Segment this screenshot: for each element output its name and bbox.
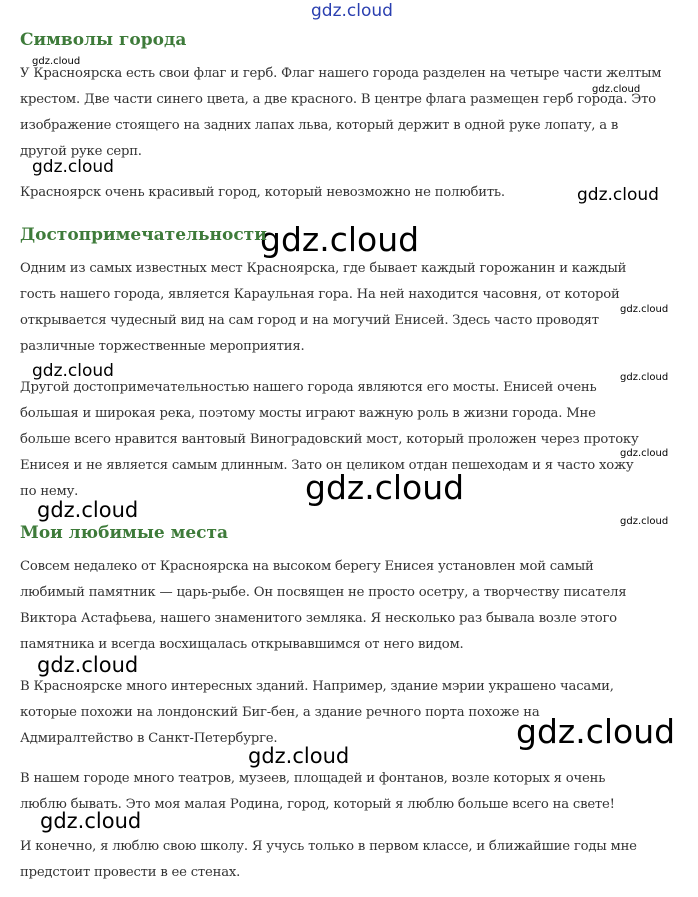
text-line: которые похожи на лондонский Биг-бен, а здание речного порта похоже на — [20, 705, 540, 720]
watermark: gdz.cloud — [40, 809, 142, 833]
watermark: gdz.cloud — [620, 516, 669, 527]
watermark: gdz.cloud — [620, 304, 669, 315]
text-line: памятника и всегда восхищалась открывавшимся от него видом. — [20, 637, 464, 652]
text-line: Енисея и не является самым длинным. Зато он целиком отдан пешеходам и я часто хожу — [20, 458, 634, 473]
text-line: открывается чудесный вид на сам город и на могучий Енисей. Здесь часто проводят — [20, 313, 599, 328]
text-line: Другой достопримечательностью нашего города являются его мосты. Енисей очень — [20, 380, 597, 395]
text-line: В нашем городе много театров, музеев, площадей и фонтанов, возле которых я очень — [20, 771, 606, 786]
paragraph — [20, 554, 685, 658]
text-line: крестом. Две части синего цвета, а две красного. В центре флага размещен герб города. Это — [20, 92, 656, 107]
watermark: gdz.cloud — [248, 744, 350, 768]
watermark: gdz.cloud — [577, 185, 659, 205]
section-heading-favorite-places: Мои любимые места — [20, 523, 229, 543]
text-line: предстоит провести в ее стенах. — [20, 865, 241, 880]
watermark: gdz.cloud — [37, 498, 139, 522]
text-line: В Красноярске много интересных зданий. Например, здание мэрии украшено часами, — [20, 679, 614, 694]
paragraph — [20, 766, 685, 818]
text-line: изображение стоящего на задних лапах льва, который держит в одной руке лопату, а в — [20, 118, 619, 133]
text-line: любимый памятник — царь-рыбе. Он посвящен не просто осетру, а творчеству писателя — [20, 585, 627, 600]
text-line: Красноярск очень красивый город, который невозможно не полюбить. — [20, 185, 505, 200]
paragraph — [20, 61, 685, 165]
paragraph — [20, 674, 685, 752]
text-line: Одним из самых известных мест Красноярска, где бывает каждый горожанин и каждый — [20, 261, 627, 276]
watermark: gdz.cloud — [620, 372, 669, 383]
text-line: Совсем недалеко от Красноярска на высоком берегу Енисея установлен мой самый — [20, 559, 594, 574]
watermark: gdz.cloud — [516, 712, 676, 751]
text-line: гость нашего города, является Караульная гора. На ней находится часовня, от которой — [20, 287, 620, 302]
text-line: люблю бывать. Это моя малая Родина, город, который я люблю больше всего на свете! — [20, 797, 615, 812]
text-line: по нему. — [20, 484, 79, 499]
watermark: gdz.cloud — [32, 361, 114, 381]
watermark: gdz.cloud — [260, 220, 420, 259]
paragraph — [20, 180, 685, 206]
text-line: У Красноярска есть свои флаг и герб. Флаг нашего города разделен на четыре части желтым — [20, 66, 662, 81]
watermark: gdz.cloud — [305, 468, 465, 507]
paragraph — [20, 256, 685, 360]
section-heading-city-symbols: Символы города — [20, 30, 187, 50]
text-line: различные торжественные мероприятия. — [20, 339, 305, 354]
watermark: gdz.cloud — [592, 84, 641, 95]
watermark: gdz.cloud — [32, 157, 114, 177]
watermark: gdz.cloud — [311, 1, 393, 21]
paragraph — [20, 372, 685, 505]
watermark: gdz.cloud — [37, 653, 139, 677]
watermark: gdz.cloud — [32, 56, 81, 67]
text-line: другой руке серп. — [20, 144, 142, 159]
text-line: Адмиралтейство в Санкт-Петербурге. — [20, 731, 278, 746]
text-line: большая и широкая река, поэтому мосты играют важную роль в жизни города. Мне — [20, 406, 596, 421]
text-line: И конечно, я люблю свою школу. Я учусь только в первом классе, и ближайшие годы мне — [20, 839, 637, 854]
paragraph — [20, 834, 685, 886]
text-line: больше всего нравится вантовый Виноградовский мост, который проложен через протоку — [20, 432, 639, 447]
section-heading-landmarks: Достопримечательности — [20, 225, 267, 245]
text-line: Виктора Астафьева, нашего знаменитого земляка. Я несколько раз бывала возле этого — [20, 611, 617, 626]
watermark: gdz.cloud — [620, 448, 669, 459]
